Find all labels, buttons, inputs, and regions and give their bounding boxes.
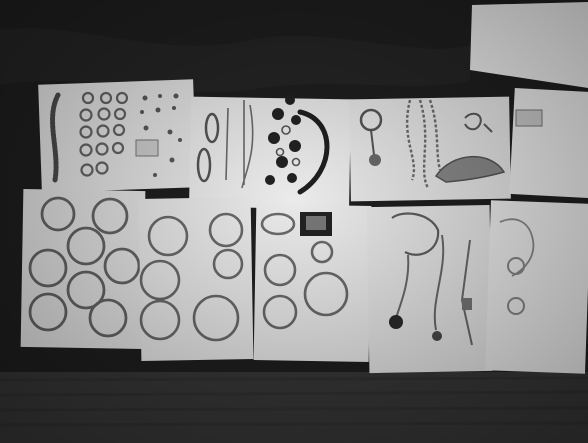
vignette bbox=[0, 0, 588, 443]
photo-scene bbox=[0, 0, 588, 443]
